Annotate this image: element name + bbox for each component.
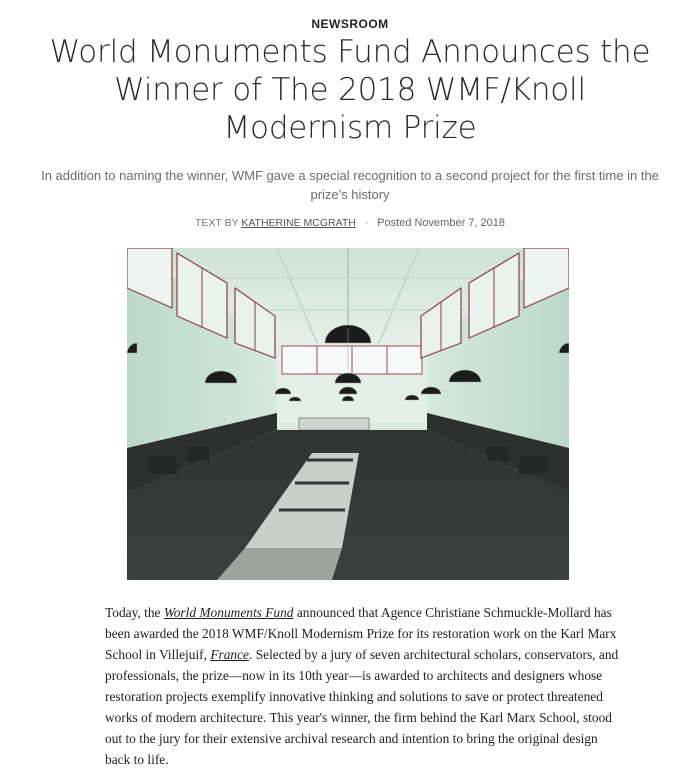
hero-photo: [127, 248, 569, 580]
france-link[interactable]: France: [210, 647, 249, 662]
section-kicker[interactable]: NEWSROOM: [311, 17, 389, 31]
text-by-label: TEXT BY: [195, 217, 239, 229]
posted-date: Posted November 7, 2018: [377, 217, 505, 229]
body-segment-2: announced that Agence Christiane Schmuckle-Mollard has been awarded the 2018 WMF/Knoll Modernism Prize for its restoration work on the Karl Marx School in Villejuif,: [105, 605, 617, 662]
article-title: World Monuments Fund Announces the Winner of The 2018 WMF/Knoll Modernism Prize: [49, 34, 651, 146]
body-segment-3: . Selected by a jury of seven architectural scholars, conservators, and professionals, the prize—now in its 10th year—is awarded to architects and designers whose restoration projects exemplify innovative thinking and solutions to save or protect threatened works of modern architecture. This year's winner, the firm behind the Karl Marx School, stood out to the jury for their extensive archival research and intention to bring the original design back to life.: [105, 647, 619, 767]
wmf-link[interactable]: World Monuments Fund: [163, 605, 294, 620]
author-link[interactable]: KATHERINE MCGRATH: [241, 217, 356, 229]
byline-separator: -: [364, 217, 369, 229]
body-segment-1: Today, the: [105, 605, 164, 620]
article-body: [105, 602, 625, 770]
article-subtitle: In addition to naming the winner, WMF gave a special recognition to a second project for the first time in the prize's history: [41, 168, 659, 202]
byline: [0, 217, 700, 229]
